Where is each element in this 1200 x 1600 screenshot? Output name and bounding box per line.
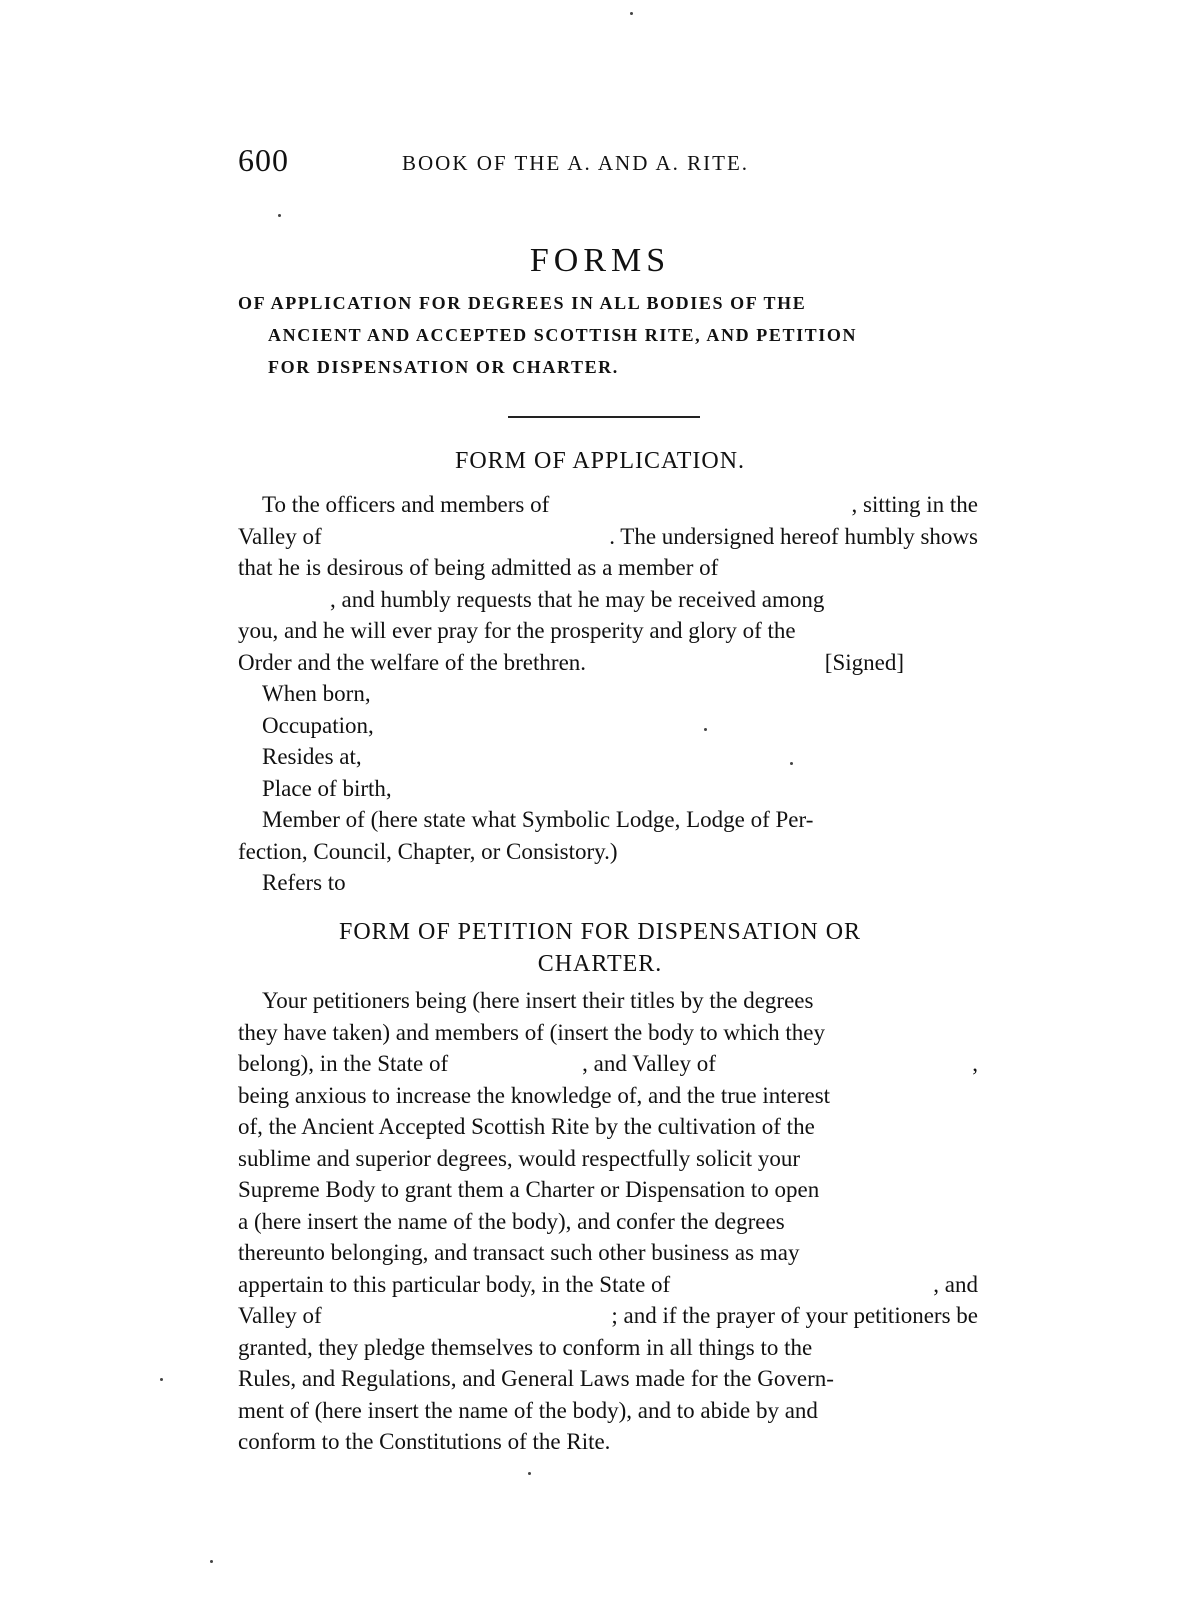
text-segment: ,: [972, 1051, 978, 1076]
text-segment: granted, they pledge themselves to conform in all things to the: [238, 1334, 813, 1360]
text-segment: ; and if the prayer of your petitioners be: [611, 1303, 978, 1328]
text-line: [238, 1206, 978, 1238]
text-segment: ment of (here insert the name of the body), and to abide by and: [238, 1397, 818, 1423]
text-segment: a (here insert the name of the body), and confer the degrees: [238, 1208, 785, 1234]
field-label: Occupation,: [262, 712, 374, 738]
page-number: 600: [238, 142, 289, 178]
text-line: [238, 985, 978, 1017]
petition-heading-line: FORM OF PETITION FOR DISPENSATION OR: [338, 919, 862, 945]
text-segment: Your petitioners being (here insert their titles by the degrees: [262, 988, 814, 1013]
text-line: [238, 1300, 978, 1332]
petition-form: [238, 985, 978, 1458]
scan-speck: [704, 728, 707, 731]
blank-space: [322, 1300, 612, 1332]
text-line: [238, 1143, 978, 1175]
text-segment: belong), in the State of: [238, 1051, 449, 1076]
text-segment: they have taken) and members of (insert the body to which they: [238, 1019, 825, 1045]
blank-space: [716, 1048, 972, 1080]
text-line: [238, 647, 978, 679]
text-line: [238, 1017, 978, 1049]
scan-speck: [528, 1472, 531, 1475]
text-line: [238, 1111, 978, 1143]
text-line: [238, 1174, 978, 1206]
running-head: [238, 142, 978, 182]
field-label: Resides at,: [262, 744, 362, 769]
field-line: [238, 678, 978, 710]
petition-heading-line: CHARTER.: [537, 951, 663, 977]
subtitle-line: OF APPLICATION FOR DEGREES IN ALL BODIES OF THE: [238, 293, 807, 313]
scan-speck: [630, 12, 633, 15]
application-heading: FORM OF APPLICATION.: [454, 448, 746, 474]
text-segment: conform to the Constitutions of the Rite.: [238, 1429, 611, 1454]
scan-speck: [210, 1560, 213, 1563]
text-segment: thereunto belonging, and transact such other business as may: [238, 1240, 800, 1265]
text-segment: appertain to this particular body, in the State of: [238, 1271, 671, 1297]
text-line: [238, 584, 978, 616]
text-segment: fection, Council, Chapter, or Consistory.): [238, 838, 618, 864]
text-segment: Order and the welfare of the brethren.: [238, 649, 587, 675]
blank-space: [586, 647, 825, 679]
text-line: [238, 1426, 978, 1458]
application-form: [238, 489, 978, 899]
field-label: When born,: [262, 681, 371, 706]
subtitle: [238, 287, 978, 383]
field-line: [238, 741, 978, 773]
text-segment: of, the Ancient Accepted Scottish Rite by the cultivation of the: [238, 1114, 815, 1139]
text-segment: , sitting in the: [851, 492, 978, 517]
text-line: [238, 615, 978, 647]
text-line: [238, 521, 978, 553]
text-segment: Rules, and Regulations, and General Laws made for the Govern-: [238, 1366, 834, 1391]
scan-speck: [160, 1378, 163, 1381]
field-label: Place of birth,: [262, 775, 392, 801]
field-label: Refers to: [262, 870, 346, 895]
text-segment: sublime and superior degrees, would respectfully solicit your: [238, 1145, 801, 1171]
text-segment: Supreme Body to grant them a Charter or Dispensation to open: [238, 1177, 820, 1202]
signed-label: [Signed]: [824, 649, 904, 675]
petition-heading: [0, 916, 1200, 980]
text-segment: that he is desirous of being admitted as a member of: [238, 555, 719, 580]
text-segment: , and: [933, 1271, 978, 1297]
text-line: [238, 1080, 978, 1112]
field-line: [238, 710, 978, 742]
subtitle-line: ANCIENT AND ACCEPTED SCOTTISH RITE, AND PETITION: [268, 325, 858, 345]
field-line: [238, 773, 978, 805]
text-line: [238, 552, 978, 584]
main-title: FORMS: [529, 242, 671, 279]
text-line: [238, 836, 978, 868]
text-segment: you, and he will ever pray for the prosperity and glory of the: [238, 618, 796, 643]
text-line: [238, 489, 978, 521]
scan-speck: [790, 762, 793, 765]
text-segment: , and humbly requests that he may be received among: [330, 586, 825, 612]
field-label: Member of (here state what Symbolic Lodge, Lodge of Per-: [262, 807, 814, 832]
text-line: [238, 1048, 978, 1080]
subtitle-line: FOR DISPENSATION OR CHARTER.: [268, 357, 619, 377]
section-divider: [508, 416, 700, 418]
text-segment: being anxious to increase the knowledge of, and the true interest: [238, 1082, 831, 1108]
text-segment: Valley of: [238, 523, 322, 549]
text-line: [238, 1395, 978, 1427]
field-line: [238, 804, 978, 836]
text-segment: . The undersigned hereof humbly shows: [609, 523, 978, 549]
text-segment: , and Valley of: [582, 1051, 716, 1076]
blank-space: [322, 521, 610, 553]
blank-space: [670, 1269, 933, 1301]
text-line: [238, 1363, 978, 1395]
field-line: [238, 867, 978, 899]
text-line: [238, 1237, 978, 1269]
running-title: BOOK OF THE A. AND A. RITE.: [402, 151, 750, 175]
text-segment: To the officers and members of: [262, 492, 550, 517]
text-segment: Valley of: [238, 1303, 322, 1328]
text-line: [238, 1332, 978, 1364]
blank-space: [448, 1048, 582, 1080]
scan-speck: [278, 214, 281, 217]
blank-space: [549, 489, 851, 521]
text-line: [238, 1269, 978, 1301]
